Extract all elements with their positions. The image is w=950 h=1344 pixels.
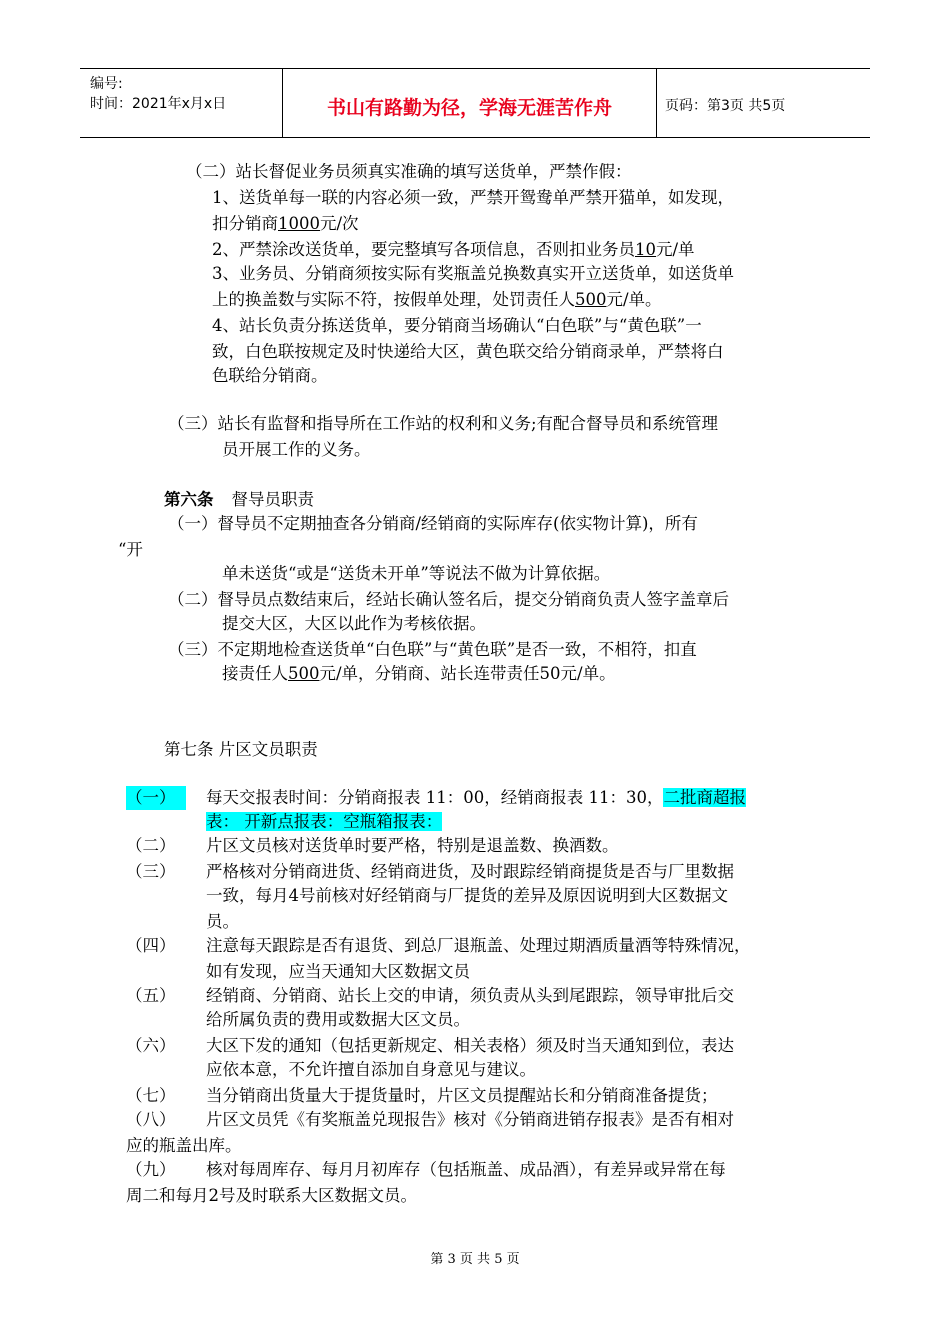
fine-amount: 10 bbox=[635, 240, 656, 259]
page-footer: 第 3 页 共 5 页 bbox=[430, 1252, 520, 1267]
article-7-heading: 第七条 片区文员职责 bbox=[164, 740, 318, 759]
section-2-item-3-cont: 上的换盖数与实际不符，按假单处理，处罚责任人500元/单。 bbox=[212, 290, 662, 309]
section-3-line-2: 员开展工作的义务。 bbox=[222, 440, 371, 459]
article-7-item-7: 当分销商出货量大于提货量时，片区文员提醒站长和分销商准备提货； bbox=[206, 1086, 718, 1105]
header-page-cell bbox=[657, 69, 870, 137]
highlighted-text: 二批商超报 bbox=[663, 788, 746, 807]
header-motto: 书山有路勤为径，学海无涯苦作舟 bbox=[326, 97, 612, 119]
article-7-item-5-cont: 给所属负责的费用或数据大区文员。 bbox=[206, 1010, 470, 1029]
article-7-item-number: （九） bbox=[126, 1160, 176, 1179]
article-6-item-1-wrap: “开 bbox=[118, 540, 143, 559]
article-7-item-5: 经销商、分销商、站长上交的申请，须负责从头到尾跟踪，领导审批后交 bbox=[206, 986, 734, 1005]
article-7-item-number: （四） bbox=[126, 936, 176, 955]
article-6-item-2: （二）督导员点数结束后，经站长确认签名后，提交分销商负责人签字盖章后 bbox=[168, 590, 729, 609]
article-6-item-1: （一）督导员不定期抽查各分销商/经销商的实际库存(依实物计算)，所有 bbox=[168, 514, 698, 533]
article-6-item-1-cont: 单未送货“或是“送货未开单”等说法不做为计算依据。 bbox=[222, 564, 611, 583]
section-2-title: （二）站长督促业务员须真实准确的填写送货单，严禁作假： bbox=[186, 162, 632, 181]
fine-amount: 500 bbox=[288, 664, 320, 683]
article-7-item-6-cont: 应依本意，不允许擅自添加自身意见与建议。 bbox=[206, 1060, 536, 1079]
section-2-item-1-cont: 扣分销商1000元/次 bbox=[212, 214, 359, 233]
article-7-item-3-cont: 一致，每月4号前核对好经销商与厂提货的差异及原因说明到大区数据文 bbox=[206, 886, 728, 905]
section-2-item-3: 3、业务员、分销商须按实际有奖瓶盖兑换数真实开立送货单，如送货单 bbox=[212, 264, 734, 283]
header-page-number: 页码：第3页 共5页 bbox=[665, 98, 786, 114]
header-motto-cell bbox=[283, 69, 657, 137]
article-7-item-2: 片区文员核对送货单时要严格，特别是退盖数、换酒数。 bbox=[206, 836, 619, 855]
article-7-item-8-cont: 应的瓶盖出库。 bbox=[126, 1136, 242, 1155]
page-header bbox=[80, 68, 870, 138]
section-2-item-1: 1、送货单每一联的内容必须一致，严禁开鸳鸯单严禁开猫单，如发现， bbox=[212, 188, 734, 207]
article-7-item-1-cont bbox=[206, 810, 442, 834]
article-7-item-number: （八） bbox=[126, 1110, 176, 1129]
article-7-item-number: （五） bbox=[126, 986, 176, 1005]
article-7-item-6: 大区下发的通知（包括更新规定、相关表格）须及时当天通知到位，表达 bbox=[206, 1036, 734, 1055]
article-6-item-3-cont: 接责任人500元/单，分销商、站长连带责任50元/单。 bbox=[222, 664, 616, 683]
article-6-item-3: （三）不定期地检查送货单“白色联”与“黄色联”是否一致，不相符，扣直 bbox=[168, 640, 697, 659]
article-7-item-number: （三） bbox=[126, 862, 176, 881]
article-7-item-3: 严格核对分销商进货、经销商进货，及时跟踪经销商提货是否与厂里数据 bbox=[206, 862, 734, 881]
section-2-item-4-cont2: 色联给分销商。 bbox=[212, 366, 328, 385]
highlighted-text: 表： 开新点报表：空瓶箱报表： bbox=[206, 812, 443, 831]
article-7-item-4: 注意每天跟踪是否有退货、到总厂退瓶盖、处理过期酒质量酒等特殊情况， bbox=[206, 936, 751, 955]
article-7-item-4-cont: 如有发现，应当天通知大区数据文员 bbox=[206, 962, 470, 981]
article-6-item-2-cont: 提交大区，大区以此作为考核依据。 bbox=[222, 614, 486, 633]
article-7-item-number: （二） bbox=[126, 836, 176, 855]
document-time-label: 时间：2021年x月x日 bbox=[90, 96, 227, 112]
article-7-item-number: （六） bbox=[126, 1036, 176, 1055]
article-7-item-8: 片区文员凭《有奖瓶盖兑现报告》核对《分销商进销存报表》是否有相对 bbox=[206, 1110, 734, 1129]
article-7-item-9-cont: 周二和每月2号及时联系大区数据文员。 bbox=[126, 1186, 417, 1205]
article-7-item-number: （一） bbox=[126, 786, 186, 810]
article-7-item-1: 每天交报表时间：分销商报表 11：00，经销商报表 11：30，二批商超报 bbox=[206, 788, 746, 807]
fine-amount: 1000 bbox=[278, 214, 320, 233]
section-2-item-2: 2、严禁涂改送货单，要完整填写各项信息，否则扣业务员10元/单 bbox=[212, 240, 695, 259]
article-6-heading: 第六条 督导员职责 bbox=[164, 490, 314, 509]
article-7-item-3-cont2: 员。 bbox=[206, 912, 239, 931]
fine-amount: 500 bbox=[575, 290, 607, 309]
document-number-label: 编号: bbox=[90, 76, 123, 92]
article-7-item-9: 核对每周库存、每月月初库存（包括瓶盖、成品酒），有差异或异常在每 bbox=[206, 1160, 726, 1179]
article-7-item-number: （七） bbox=[126, 1086, 176, 1105]
section-2-item-4-cont: 致，白色联按规定及时快递给大区，黄色联交给分销商录单，严禁将白 bbox=[212, 342, 724, 361]
section-2-item-4: 4、站长负责分拣送货单，要分销商当场确认“白色联”与“黄色联”一 bbox=[212, 316, 702, 335]
section-3-line-1: （三）站长有监督和指导所在工作站的权利和义务;有配合督导员和系统管理 bbox=[168, 414, 719, 433]
header-meta-cell bbox=[80, 69, 283, 137]
